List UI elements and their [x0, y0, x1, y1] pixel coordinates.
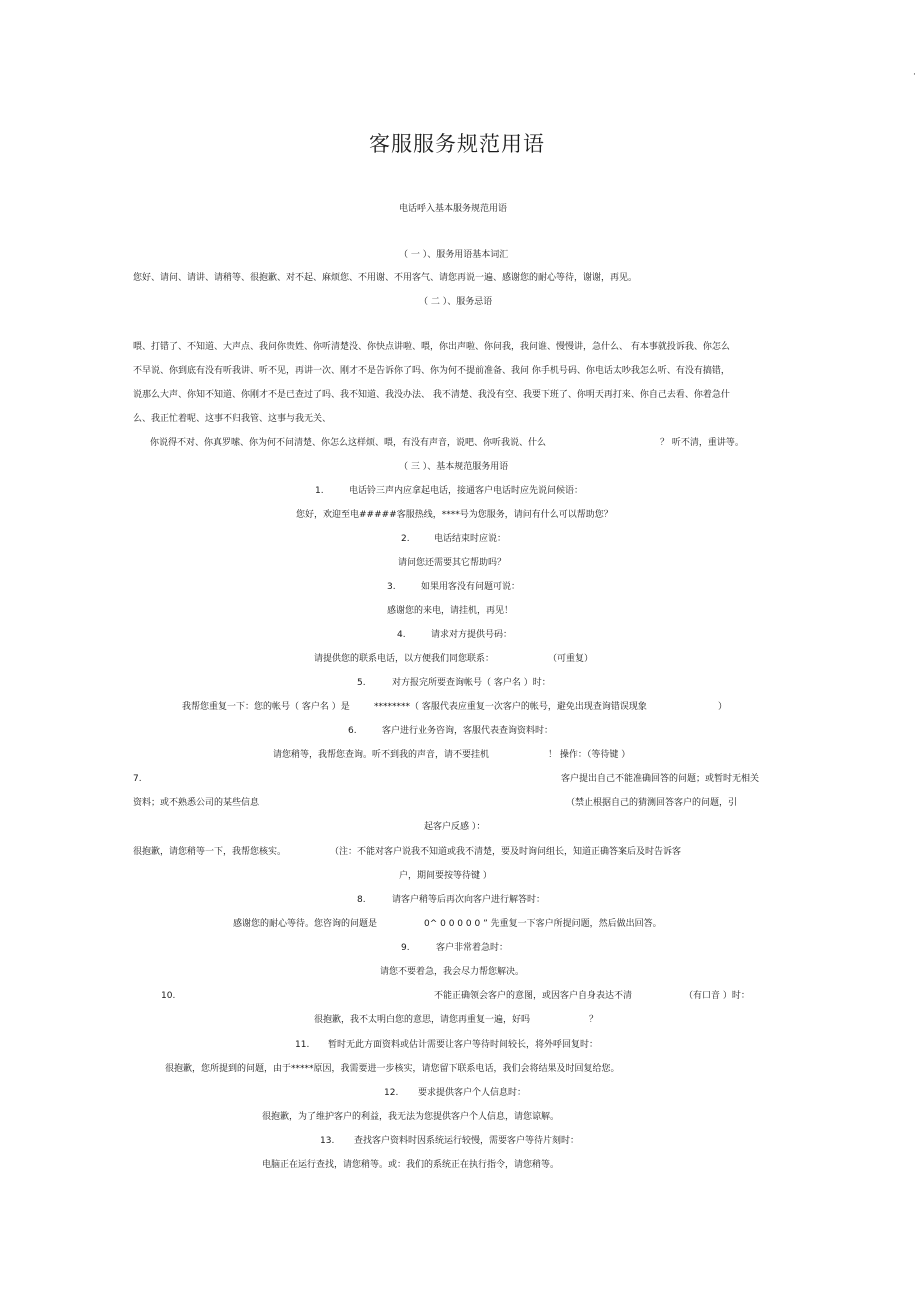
item4-number: 4. — [397, 630, 406, 640]
item6-reply-a: 请您稍等，我帮您查询。听不到我的声音，请不要挂机 — [273, 750, 490, 760]
item7-reply-b: （注：不能对客户说我不知道或我不清楚，要及时询问组长，知道正确答案后及时告诉客 — [330, 847, 682, 857]
item4-label: 请求对方提供号码： — [431, 630, 513, 640]
item2-label: 电话结束时应说： — [434, 534, 507, 544]
item8-number: 8. — [357, 895, 366, 905]
item7-reply-c: 户，期间要按等待键 ） — [399, 871, 492, 881]
item13-number: 13. — [320, 1136, 335, 1146]
item4-reply-b: （可重复） — [548, 654, 594, 664]
item10-label-b: （有口音 ）时： — [684, 991, 750, 1001]
taboo-last-line-b: ？ 听不清，重讲等。 — [660, 438, 744, 448]
item10-reply-b: ？ — [589, 1015, 599, 1025]
item5-reply-b: ********（ 客服代表应重复一次客户的帐号，避免出现查询错误现象 — [374, 702, 647, 712]
taboo-line: 喂、打错了、不知道、大声点、我问你贵姓、你听清楚没、你快点讲啦、喂，你出声啦、你问我，我问谁、慢慢讲，急什么、 有本事就投诉我、你怎么 — [133, 342, 730, 352]
item7-label-d: 起客户反感 ）： — [424, 822, 486, 832]
item1-reply: 您好，欢迎至电#####客服热线，****号为您服务，请问有什么可以帮助您？ — [296, 510, 613, 520]
item12-number: 12. — [384, 1088, 399, 1098]
section2-heading: （ 二 ）、服务忌语 — [419, 297, 493, 307]
taboo-last-line-a: 你说得不对、你真罗嗦、你为何不问清楚、你怎么这样烦、喂，有没有声音，说吧、你听我说、什么 — [150, 438, 547, 448]
item7-label-b: 资料；或不熟悉公司的某些信息 — [133, 798, 260, 808]
item5-reply-a: 我帮您重复一下：您的帐号（ 客户名 ）是 — [182, 702, 350, 712]
taboo-line: 不早说、你到底有没有听我讲、听不见，再讲一次、刚才不是告诉你了吗、你为何不提前准备、我问 你手机号码、你电话太吵我怎么听、有没有搞错， — [133, 366, 730, 376]
item5-label: 对方报完所要查询帐号（ 客户名 ）时： — [392, 678, 551, 688]
item3-reply: 感谢您的来电，请挂机，再见！ — [387, 606, 514, 616]
item6-label: 客户进行业务咨询，客服代表查询资料时： — [382, 726, 554, 736]
item8-reply-b: 0^ 0 0 0 0 0 ” 先重复一下客户所提问题，然后做出回答。 — [424, 919, 662, 929]
item7-reply-a: 很抱歉，请您稍等一下，我帮您核实。 — [133, 847, 287, 857]
item11-reply: 很抱歉，您所提到的问题，由于*****原因，我需要进一步核实，请您留下联系电话，我们会将结果及时回复给您。 — [165, 1064, 620, 1074]
section1-heading: （ 一 ）、服务用语基本词汇 — [399, 250, 509, 260]
item7-label-c: （禁止根据自己的猜测回答客户的问题，引 — [566, 798, 738, 808]
item9-label: 客户非常着急时： — [436, 943, 509, 953]
section1-text: 您好、请问、请讲、请稍等、很抱歉、对不起、麻烦您、不用谢、不用客气、请您再说一遍、感谢您的耐心等待，谢谢，再见。 — [133, 273, 638, 283]
item10-number: 10. — [161, 991, 176, 1001]
item5-number: 5. — [357, 678, 366, 688]
taboo-line: 说那么大声、你知不知道、你刚才不是已查过了吗、我不知道、我没办法、 我不清楚、我没有空、我要下班了、你明天再打来、你自己去看、你着急什 — [133, 390, 730, 400]
item12-label: 要求提供客户个人信息时： — [418, 1088, 527, 1098]
item9-number: 9. — [401, 943, 410, 953]
item8-label: 请客户稍等后再次向客户进行解答时： — [392, 895, 546, 905]
item10-label-a: 不能正确领会客户的意图，或因客户自身表达不清 — [434, 991, 633, 1001]
item2-number: 2. — [401, 534, 410, 544]
item5-reply-c: ） — [718, 702, 728, 712]
item11-label: 暂时无此方面资料或估计需要让客户等待时间较长，将外呼回复时： — [328, 1040, 599, 1050]
item9-reply: 请您不要着急，我会尽力帮您解决。 — [380, 967, 525, 977]
item3-number: 3. — [387, 582, 396, 592]
item6-number: 6. — [348, 726, 357, 736]
item4-reply-a: 请提供您的联系电话，以方便我们同您联系： — [314, 654, 495, 664]
item2-reply: 请问您还需要其它帮助吗？ — [398, 558, 507, 568]
item7-label-a: 客户提出自己不能准确回答的问题；或暂时无相关 — [561, 774, 760, 784]
item7-number: 7. — [133, 774, 142, 784]
item13-reply: 电脑正在运行查找，请您稍等。或：我们的系统正在执行指令，请您稍等。 — [262, 1160, 560, 1170]
item8-reply-a: 感谢您的耐心等待。您咨询的问题是 — [233, 919, 378, 929]
corner-mark: · — [913, 70, 916, 80]
taboo-line: 么、我正忙着呢、这事不归我管、这事与我无关、 — [133, 414, 332, 424]
item1-number: 1. — [315, 486, 324, 496]
item3-label: 如果用客没有问题可说： — [421, 582, 521, 592]
item12-reply: 很抱歉，为了维护客户的利益，我无法为您提供客户个人信息，请您谅解。 — [262, 1112, 560, 1122]
item13-label: 查找客户资料时因系统运行较慢，需要客户等待片刻时： — [354, 1136, 580, 1146]
item10-reply-a: 很抱歉，我不太明白您的意思，请您再重复一遍，好吗 — [314, 1015, 531, 1025]
page-title: 客服服务规范用语 — [369, 132, 545, 156]
page-subtitle: 电话呼入基本服务规范用语 — [399, 204, 508, 214]
section3-heading: （ 三 ）、基本规范服务用语 — [399, 462, 509, 472]
item6-reply-b: ！ 操作：（等待键 ） — [548, 750, 631, 760]
item11-number: 11. — [295, 1040, 310, 1050]
item1-label: 电话铃三声内应拿起电话，接通客户电话时应先说问候语： — [349, 486, 584, 496]
